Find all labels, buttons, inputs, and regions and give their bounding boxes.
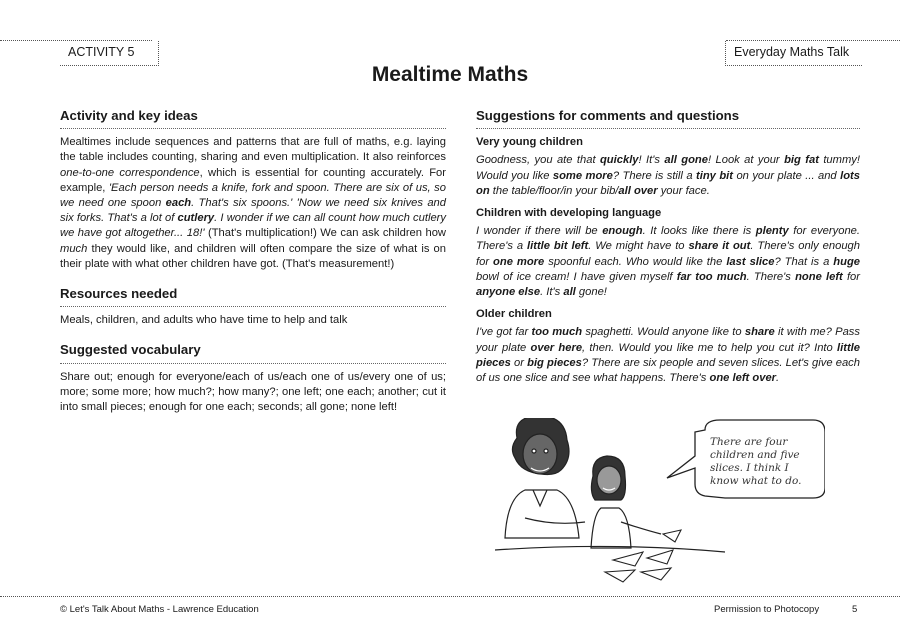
group-label: Older children xyxy=(476,308,552,321)
group-older xyxy=(476,307,860,386)
adult-figure xyxy=(505,418,585,538)
activity-section xyxy=(60,108,446,272)
activity-label: ACTIVITY 5 xyxy=(60,41,159,66)
page-title: Mealtime Maths xyxy=(371,63,529,86)
activity-heading: Activity and key ideas xyxy=(60,108,446,129)
page-number: 5 xyxy=(852,604,858,615)
vocab-body: Share out; enough for everyone/each of us/each one of us/every one of us; more; some more; how much?; how many?; one left; one each; another; cut it into small pieces; enough for one each; seconds; all gone; none left! xyxy=(60,370,446,414)
group-developing-language xyxy=(476,206,860,300)
child-figure xyxy=(591,456,661,548)
right-column xyxy=(476,108,860,393)
resources-body: Meals, children, and adults who have time to help and talk xyxy=(60,314,348,327)
resources-heading: Resources needed xyxy=(60,286,446,307)
copyright-text: © Let's Talk About Maths - Lawrence Education xyxy=(60,604,259,615)
series-label: Everyday Maths Talk xyxy=(725,41,862,66)
group-label: Children with developing language xyxy=(476,207,662,220)
group-very-young xyxy=(476,135,860,199)
speech-bubble-text: There are four children and five slices. I think I know what to do. xyxy=(710,436,802,487)
photocopy-note: Permission to Photocopy xyxy=(714,604,820,615)
group-label: Very young children xyxy=(476,136,583,149)
vocab-heading: Suggested vocabulary xyxy=(60,342,446,363)
resources-section xyxy=(60,286,446,328)
left-column xyxy=(60,108,446,425)
group-body: I wonder if there will be enough. It looks like there is plenty for everyone. There's a little bit left. We might have to share it out. There's only enough for one more spoonful each. Who would like the last slice? That is a huge bowl of ice cream! I have given myself far too much. There's none left for anyone else. It's all gone! xyxy=(476,225,861,299)
footer-rule xyxy=(0,596,900,597)
activity-body: Mealtimes include sequences and patterns that are full of maths, e.g. laying the table includes counting, sharing and even multiplication. It also reinforces one-to-one correspondence, which is essential for counting accurately. For example, 'Each person needs a knife, fork and spoon. There are six of us, so we need one spoon each. That's six spoons.' 'Now we need six knives and six forks. That's a lot of cutlery. I wonder if we can all count how much cutlery we have got altogether... 18!' (That's multiplication!) We can ask children how much they would like, and children will often compare the size of what is on their plate with what other children have got. (That's measurement!) xyxy=(60,136,447,270)
group-body: Goodness, you ate that quickly! It's all gone! Look at your big fat tummy! Would you like some more? There is still a tiny bit on your plate ... and lots on the table/floor/in your bib/all over your face. xyxy=(476,154,860,197)
vocab-section xyxy=(60,342,446,415)
suggestions-heading: Suggestions for comments and questions xyxy=(476,108,860,129)
group-body: I've got far too much spaghetti. Would anyone like to share it with me? Pass your plate over here, then. Would you like me to help you cut it? Into little pieces or big pieces? There are six people and seven slices. Let's give each of us one slice and see what happens. There's one left over. xyxy=(476,326,860,385)
